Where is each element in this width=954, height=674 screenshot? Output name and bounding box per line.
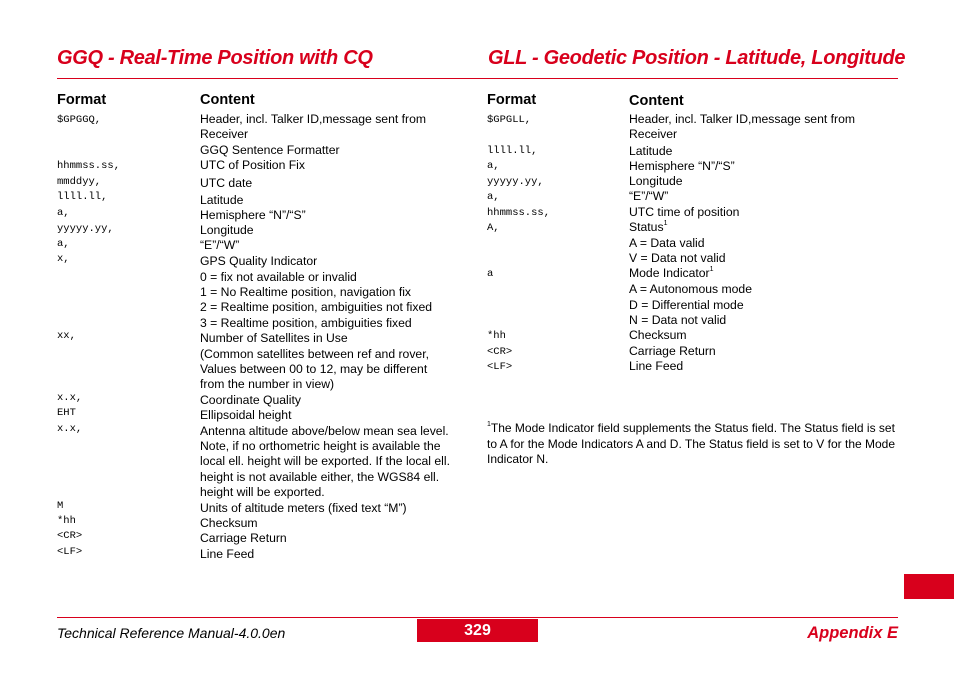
ggq-format-code: x.x, [57,392,83,404]
ggq-format-code: M [57,500,64,512]
page-number: 329 [417,619,538,642]
ggq-format-code: a, [57,238,70,250]
gll-format-code: yyyyy.yy, [487,176,544,188]
ggq-content-line: “E”/“W” [200,238,240,252]
gll-content-line: Receiver [629,127,678,141]
ggq-format-code: a, [57,207,70,219]
ggq-format-code: llll.ll, [57,191,108,203]
ggq-content-line: height is not available either, the WGS84 ell. [200,470,440,484]
ggq-format-code: mmddyy, [57,176,102,188]
ggq-content-line: 3 = Realtime position, ambiguities fixed [200,316,412,330]
ggq-content-line: Antenna altitude above/below mean sea level. [200,424,449,438]
gll-content-line [629,266,714,281]
ggq-content-line: 2 = Realtime position, ambiguities not fixed [200,300,433,314]
ggq-content-line: height will be exported. [200,485,325,499]
footnote-ref: 1 [709,266,714,273]
ggq-content-line: Longitude [200,223,254,237]
footnote [487,421,898,468]
ggq-format-code: EHT [57,407,76,419]
gll-format-header: Format [487,92,537,108]
gll-content-line: Checksum [629,328,687,342]
ggq-content-header: Content [200,92,255,108]
ggq-format-code: x, [57,253,70,265]
ggq-content-line: Ellipsoidal height [200,408,292,422]
ggq-content-line: local ell. height will be exported. If the local ell. [200,454,450,468]
gll-content-header: Content [629,93,684,109]
ggq-content-line: Hemisphere “N”/“S” [200,208,306,222]
appendix-label: Appendix E [807,624,898,642]
ggq-content-line: GGQ Sentence Formatter [200,143,340,157]
footnote-text: The Mode Indicator field supplements the Status field. The Status field is set to A for the Mode Indicators A and D. The Status field is set to V for the Mode Indicator N. [487,421,896,466]
footnote-ref: 1 [663,220,668,227]
ggq-format-code: x.x, [57,423,83,435]
gll-format-code: *hh [487,330,506,342]
ggq-format-code: yyyyy.yy, [57,223,114,235]
right-section-title: GLL - Geodetic Position - Latitude, Longitude [488,47,906,69]
ggq-format-code: *hh [57,515,76,527]
gll-format-code: A, [487,222,500,234]
ggq-format-code: <CR> [57,530,83,542]
gll-content-line: Carriage Return [629,344,716,358]
ggq-content-line: Units of altitude meters (fixed text “M”) [200,501,407,515]
gll-content-line: Header, incl. Talker ID,message sent from [629,112,856,126]
mode-indicator-label: Mode Indicator [629,266,710,280]
gll-content-line: Hemisphere “N”/“S” [629,159,735,173]
gll-content-line: Line Feed [629,359,684,373]
gll-content-line: Latitude [629,144,673,158]
gll-content-line: V = Data not valid [629,251,726,265]
manual-title: Technical Reference Manual-4.0.0en [57,625,286,641]
gll-content-line: A = Autonomous mode [629,282,752,296]
ggq-content-line: UTC of Position Fix [200,158,305,172]
ggq-content-line: Checksum [200,516,258,530]
ggq-content-line: from the number in view) [200,377,335,391]
gll-content-line: UTC time of position [629,205,740,219]
gll-content-line [629,220,667,235]
ggq-format-code: hhmmss.ss, [57,160,121,172]
ggq-content-line: GPS Quality Indicator [200,254,318,268]
ggq-content-line: Latitude [200,193,244,207]
gll-format-code: llll.ll, [487,145,538,157]
ggq-content-line: Line Feed [200,547,255,561]
gll-content-line: A = Data valid [629,236,705,250]
left-section-title: GGQ - Real-Time Position with CQ [57,47,373,69]
footer-rule [57,617,898,618]
ggq-format-code: xx, [57,330,76,342]
gll-format-code: a, [487,160,500,172]
ggq-format-header: Format [57,92,107,108]
gll-content-line: Longitude [629,174,683,188]
ggq-content-line: Carriage Return [200,531,287,545]
ggq-content-line: Note, if no orthometric height is available the [200,439,441,453]
header-rule [57,78,898,79]
gll-format-code: <LF> [487,361,513,373]
ggq-format-code: $GPGGQ, [57,114,102,126]
status-label: Status [629,220,664,234]
gll-content-line: D = Differential mode [629,298,744,312]
gll-content-line: N = Data not valid [629,313,727,327]
ggq-content-line: Values between 00 to 12, may be different [200,362,428,376]
gll-content-line: “E”/“W” [629,189,669,203]
gll-format-code: <CR> [487,346,513,358]
gll-format-code: a [487,268,494,280]
ggq-content-line: 1 = No Realtime position, navigation fix [200,285,412,299]
ggq-content-line: Coordinate Quality [200,393,301,407]
ggq-content-line: Header, incl. Talker ID,message sent from [200,112,427,126]
ggq-content-line: Number of Satellites in Use [200,331,348,345]
chapter-tab-marker [904,574,954,599]
ggq-content-line: Receiver [200,127,249,141]
ggq-content-line: (Common satellites between ref and rover, [200,347,429,361]
footnote-mark: 1 [487,421,491,428]
gll-format-code: hhmmss.ss, [487,207,551,219]
ggq-content-line: UTC date [200,176,253,190]
gll-format-code: $GPGLL, [487,114,532,126]
ggq-format-code: <LF> [57,546,83,558]
ggq-content-line: 0 = fix not available or invalid [200,270,357,284]
gll-format-code: a, [487,191,500,203]
